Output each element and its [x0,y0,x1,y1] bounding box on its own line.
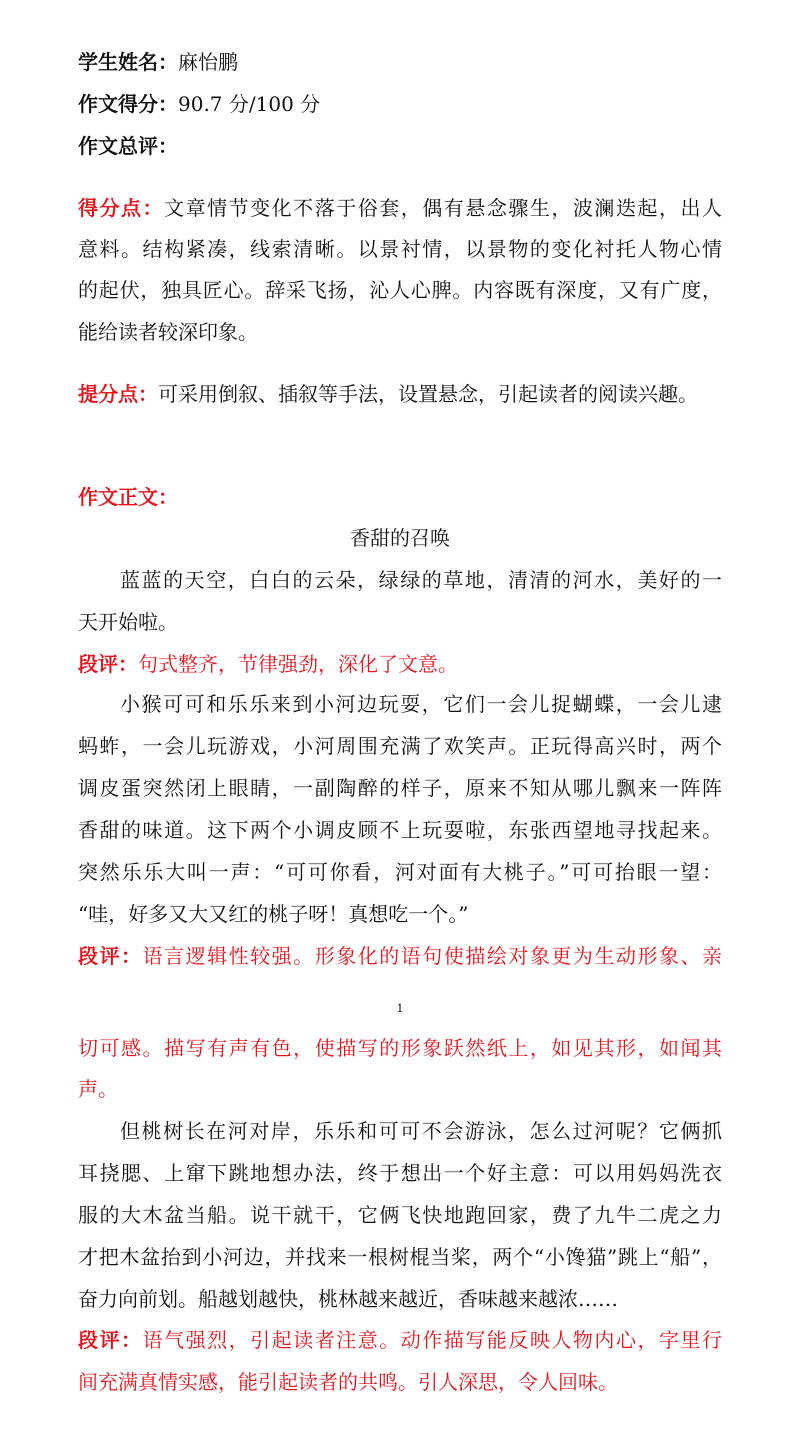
essay-label: 作文正文： [78,485,178,509]
strengths-label: 得分点： [78,196,165,220]
improvements-row [78,382,698,406]
para2-line-3: 调皮蛋突然闭上眼睛，一副陶醉的样子，原来不知从哪儿飘来一阵阵 [78,776,722,800]
improvements-text: 可采用倒叙、插叙等手法，设置悬念，引起读者的阅读兴趣。 [158,382,698,406]
para2-line-4: 香甜的味道。这下两个小调皮顾不上玩耍啦，东张西望地寻找起来。 [78,818,722,842]
score-value: 90.7 分/100 分 [178,92,321,116]
para1-line-2: 天开始啦。 [78,610,178,634]
para3-line-3: 服的大木盆当船。说干就干，它俩飞快地跑回家，费了九牛二虎之力 [78,1203,722,1227]
comment2-line-1 [78,944,722,968]
comment3-line-2: 间充满真情实感，能引起读者的共鸣。引人深思，令人回味。 [78,1370,618,1394]
strengths-line-4: 能给读者较深印象。 [78,320,258,344]
essay-title: 香甜的召唤 [350,526,450,550]
student-name-label: 学生姓名： [78,50,178,74]
comment1-text: 句式整齐，节律强劲，深化了文意。 [138,652,458,676]
page-number: 1 [396,1002,404,1015]
para3-line-4: 才把木盆抬到小河边，并找来一根树棍当桨，两个“小馋猫”跳上“船”， [78,1245,722,1269]
comment2-line-3: 声。 [78,1077,118,1101]
score-row [78,92,320,116]
comment2-text-1: 语言逻辑性较强。形象化的语句使描绘对象更为生动形象、亲 [142,944,723,968]
score-label: 作文得分： [78,92,178,116]
student-name-value: 麻怡鹏 [178,50,238,74]
strengths-text-1: 文章情节变化不落于俗套，偶有悬念骤生，波澜迭起，出人 [164,196,723,220]
para2-line-2: 蚂蚱，一会儿玩游戏，小河周围充满了欢笑声。正玩得高兴时，两个 [78,734,722,758]
student-name-row [78,50,238,74]
strengths-line-2: 意料。结构紧凑，线索清晰。以景衬情，以景物的变化衬托人物心情 [78,237,722,261]
comment3-line-1 [78,1328,722,1352]
improvements-label: 提分点： [78,382,158,406]
para2-line-1: 小猴可可和乐乐来到小河边玩耍，它们一会儿捉蝴蝶，一会儿逮 [120,692,722,716]
strengths-line-1 [78,196,722,220]
para2-line-5: 突然乐乐大叫一声：“可可你看，河对面有大桃子。”可可抬眼一望： [78,860,722,884]
para1-line-1: 蓝蓝的天空，白白的云朵，绿绿的草地，清清的河水，美好的一 [120,568,722,592]
strengths-line-3: 的起伏，独具匠心。辞采飞扬，沁人心脾。内容既有深度，又有广度， [78,278,722,302]
comment3-text-1: 语气强烈，引起读者注意。动作描写能反映人物内心，字里行 [142,1328,723,1352]
para2-line-6: “哇，好多又大又红的桃子呀！真想吃一个。” [78,902,469,926]
para3-line-2: 耳挠腮、上窜下跳地想办法，终于想出一个好主意：可以用妈妈洗衣 [78,1161,722,1185]
comment3-label: 段评： [78,1328,143,1352]
comment2-line-2: 切可感。描写有声有色，使描写的形象跃然纸上，如见其形，如闻其 [78,1036,722,1060]
comment2-label: 段评： [78,944,143,968]
para3-line-1: 但桃树长在河对岸，乐乐和可可不会游泳，怎么过河呢？它俩抓 [120,1119,722,1143]
comment1-label: 段评： [78,652,138,676]
para3-line-5: 奋力向前划。船越划越快，桃林越来越近，香味越来越浓…… [78,1287,618,1311]
comment1-row [78,652,458,676]
summary-label: 作文总评： [78,134,178,158]
